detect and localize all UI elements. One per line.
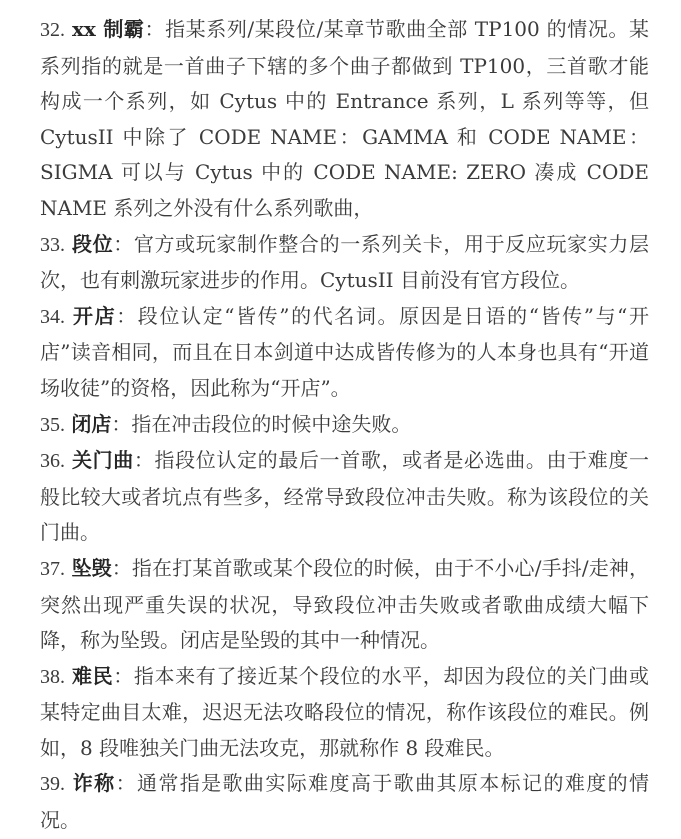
entry-definition: ：指在打某首歌或某个段位的时候，由于不小心/手抖/走神，突然出现严重失误的状况，导致段位冲击失败或者歌曲成绩大幅下降，称为坠毁。闭店是坠毁的其中一种情况。 — [40, 555, 649, 653]
glossary-entry-35 — [40, 407, 649, 444]
entry-number: 33. — [40, 233, 65, 256]
glossary-entry-34 — [40, 299, 649, 407]
glossary-entry-33 — [40, 227, 649, 299]
entry-number: 39. — [40, 773, 65, 796]
glossary-entry-39 — [40, 766, 649, 838]
entry-term: 闭店 — [71, 411, 112, 436]
entry-term: 开店 — [72, 303, 117, 328]
glossary-entry-36 — [40, 443, 649, 551]
entry-definition: ：指本来有了接近某个段位的水平，却因为段位的关门曲或某特定曲目太难，迟迟无法攻略段位的情况，称作该段位的难民。例如，8 段唯独关门曲无法攻克，那就称作 8 段难民。 — [40, 663, 650, 760]
entry-number: 38. — [40, 665, 65, 688]
entry-term: 坠毁 — [71, 555, 112, 580]
entry-term: 诈称 — [72, 771, 116, 796]
entry-definition: ：指在冲击段位的时候中途失败。 — [111, 411, 412, 436]
entry-term: 难民 — [72, 663, 114, 688]
entry-definition: ：官方或玩家制作整合的一系列关卡，用于反应玩家实力层次，也有刺激玩家进步的作用。CytusII 目前没有官方段位。 — [40, 231, 650, 293]
glossary-entry-38 — [40, 659, 649, 767]
entry-term: 关门曲 — [72, 448, 134, 473]
entry-term: xx 制霸 — [71, 17, 145, 41]
entry-definition: ：指段位认定的最后一首歌，或者是必选曲。由于难度一般比较大或者坑点有些多，经常导致段位冲击失败。称为该段位的关门曲。 — [40, 448, 650, 545]
entry-definition: ：通常指是歌曲实际难度高于歌曲其原本标记的难度的情况。 — [40, 771, 650, 833]
entry-number: 37. — [40, 557, 65, 580]
entry-definition: ：段位认定“皆传”的代名词。原因是日语的“皆传”与“开店”读音相同，而且在日本剑道中达成皆传修为的人本身也具有“开道场收徒”的资格，因此称为“开店”。 — [40, 303, 650, 400]
entry-number: 32. — [40, 19, 65, 41]
entry-number: 35. — [40, 413, 65, 436]
glossary-entry-37 — [40, 551, 649, 659]
entry-number: 34. — [40, 305, 65, 328]
entry-term: 段位 — [72, 231, 114, 256]
entry-number: 36. — [40, 450, 65, 473]
entry-definition: ：指某系列/某段位/某章节歌曲全部 TP100 的情况。某系列指的就是一首曲子下辖的多个曲子都做到 TP100，三首歌才能构成一个系列，如 Cytus 中的 Entrance 系列，L 系列等等，但 CytusII 中除了 CODE NAME：GAMMA 和 CODE NAME：SIGMA 可以与 Cytus 中的 CODE NAME: ZERO 凑成 CODE NAME 系列之外没有什么系列歌曲， — [40, 17, 649, 220]
glossary-entry-32 — [40, 12, 649, 227]
